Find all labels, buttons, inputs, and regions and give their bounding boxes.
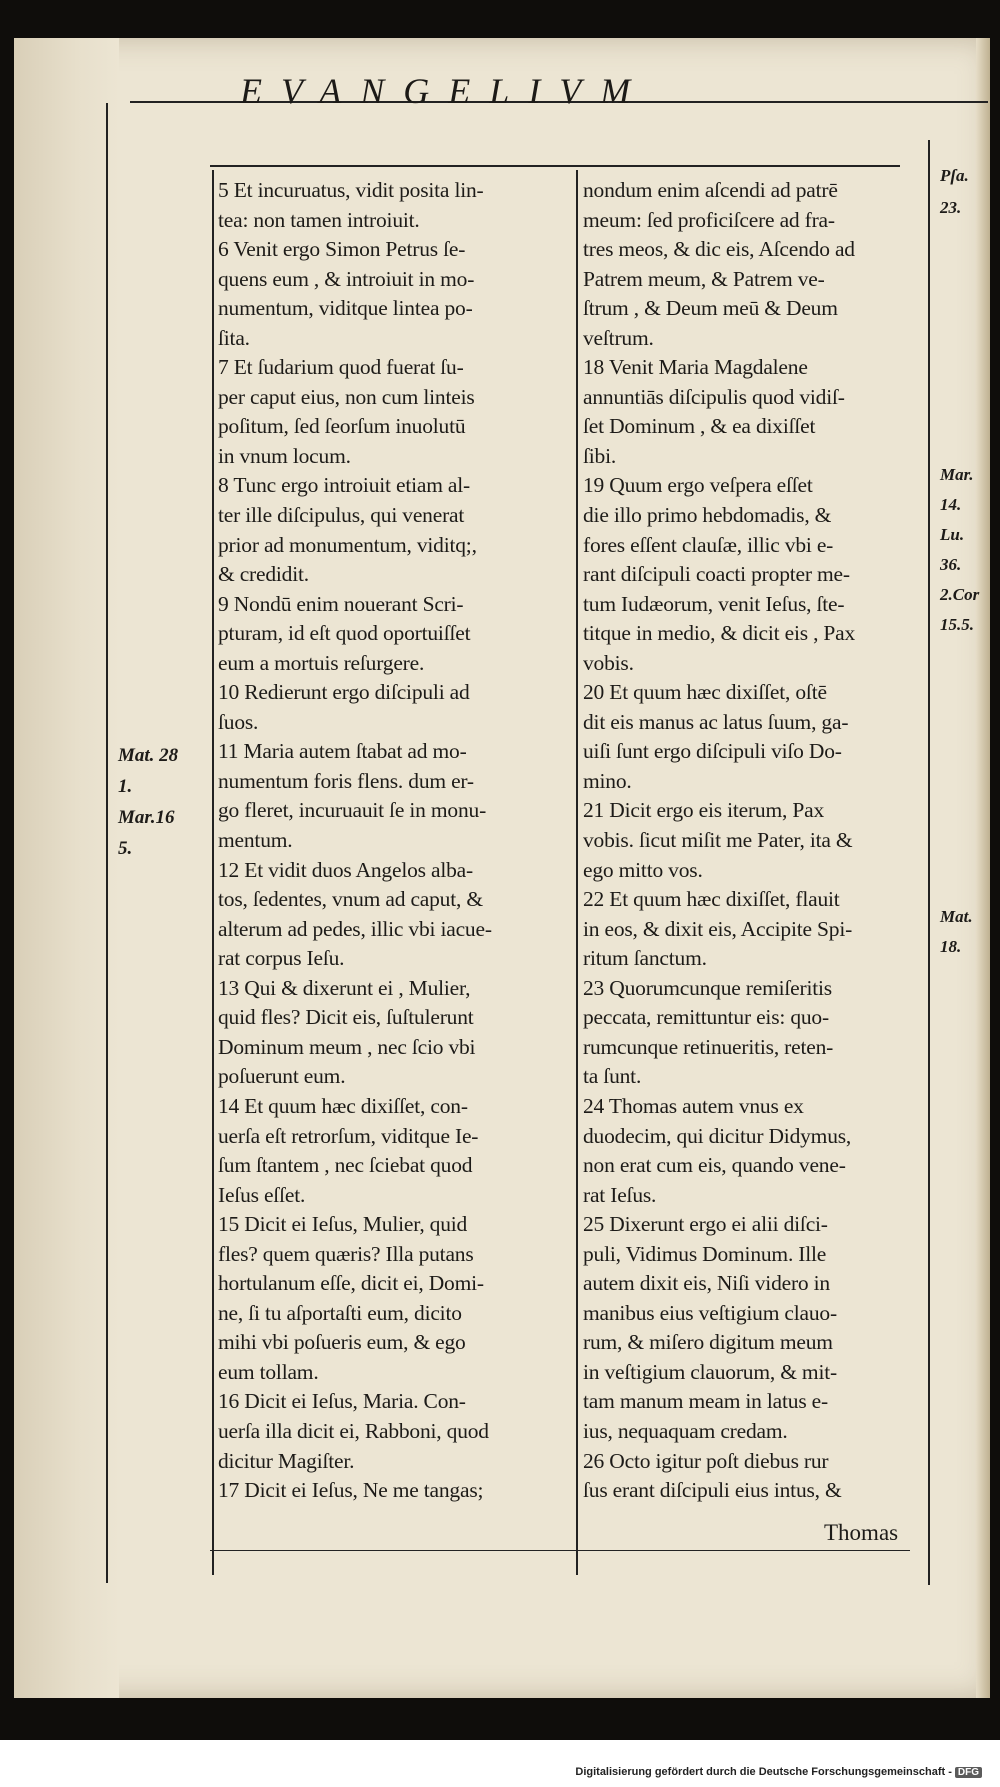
left-text-column [218,176,578,1506]
text-line: annuntiās diſcipulis quod vidiſ- [583,384,845,409]
text-line: 11 Maria autem ſtabat ad mo- [218,739,467,764]
text-line: mihi vbi poſueris eum, & ego [218,1330,466,1355]
text-line: veſtrum. [583,325,654,350]
text-line: ſus erant diſcipuli eius intus, & [583,1478,842,1503]
text-line: duodecim, qui dicitur Didymus, [583,1123,852,1148]
text-line: eum tollam. [218,1359,319,1384]
text-line: pturam, id eſt quod oportuiſſet [218,621,471,646]
right-margin-note-mat [940,902,973,962]
text-line: Ieſus eſſet. [218,1182,306,1207]
text-line: meum: ſed proficiſcere ad fra- [583,207,835,232]
text-line: numentum, viditque lintea po- [218,296,473,321]
text-line: 6 Venit ergo Simon Petrus ſe- [218,237,466,262]
text-line: 12 Et vidit duos Angelos alba- [218,857,473,882]
text-line: & credidit. [218,562,309,587]
text-line: 21 Dicit ergo eis iterum, Pax [583,798,825,823]
text-line: 5 Et incuruatus, vidit posita lin- [218,178,484,202]
text-line: 26 Octo igitur poſt diebus rur [583,1448,829,1473]
text-line: ſibi. [583,443,617,468]
text-line: quens eum , & introiuit in mo- [218,266,475,291]
text-line: ſuos. [218,709,259,734]
text-line: poſuerunt eum. [218,1064,346,1089]
margin-note-line: 1. [118,776,133,797]
text-line: 20 Et quum hæc dixiſſet, oſtē [583,680,827,705]
text-line: 8 Tunc ergo introiuit etiam al- [218,473,470,498]
margin-note-line: Mat. [940,907,973,926]
footer-strip [0,1740,1000,1787]
margin-note-line: Mar.16 [118,807,175,828]
text-line: ſet Dominum , & ea dixiſſet [583,414,816,439]
margin-note-line: 36. [940,555,962,574]
text-line: eum a mortuis reſurgere. [218,650,425,675]
text-line: ſita. [218,325,250,350]
right-margin-note-psalm [940,160,969,224]
text-line: ſum ſtantem , nec ſciebat quod [218,1153,473,1178]
margin-note-line: Lu. [940,525,965,544]
text-line: in eos, & dixit eis, Accipite Spi- [583,916,853,941]
text-line: tres meos, & dic eis, Aſcendo ad [583,237,855,262]
text-line: hortulanum eſſe, dicit ei, Domi- [218,1271,484,1296]
text-line: non erat cum eis, quando vene- [583,1153,846,1178]
text-line: rum, & miſero digitum meum [583,1330,833,1355]
text-line: ne, ſi tu aſportaſti eum, dicito [218,1300,462,1325]
text-line: Dominum meum , nec ſcio vbi [218,1034,476,1059]
text-line: in vnum locum. [218,443,351,468]
text-line: 16 Dicit ei Ieſus, Maria. Con- [218,1389,466,1414]
text-line: ius, nequaquam credam. [583,1418,788,1443]
left-column-rule [212,170,214,1575]
text-line: Patrem meum, & Patrem ve- [583,266,825,291]
text-line: ritum ſanctum. [583,946,707,971]
text-line: tea: non tamen introiuit. [218,207,420,232]
text-line: dicitur Magiſter. [218,1448,355,1473]
text-line: autem dixit eis, Niſi videro in [583,1271,830,1296]
margin-note-line: 18. [940,937,962,956]
header-underline-rule [210,165,900,167]
digitization-credit [575,1766,982,1778]
text-line: go fleret, incuruauit ſe in monu- [218,798,487,823]
text-line: uerſa eſt retrorſum, viditque Ie- [218,1123,479,1148]
text-line: fles? quem quæris? Illa putans [218,1241,474,1266]
text-line: 9 Nondū enim nouerant Scri- [218,591,464,616]
text-line: quid fles? Dicit eis, ſuſtulerunt [218,1005,474,1030]
text-line: mentum. [218,828,293,853]
text-line: nondum enim aſcendi ad patrē [583,178,838,202]
catchword: Thomas [824,1520,899,1545]
margin-note-line: 15.5. [940,615,974,634]
text-line: rumcunque retinueritis, reten- [583,1034,834,1059]
running-title: EVANGELIVM [240,71,650,111]
margin-note-line: Mat. 28 [118,745,179,766]
text-line: uiſi ſunt ergo diſcipuli viſo Do- [583,739,842,764]
text-line: titque in medio, & dicit eis , Pax [583,621,856,646]
text-line: vobis. [583,650,634,675]
text-line: 17 Dicit ei Ieſus, Ne me tangas; [218,1478,484,1503]
text-line: die illo primo hebdomadis, & [583,503,832,528]
right-margin-note-mar [940,460,979,640]
bottom-rule [210,1550,910,1551]
text-line: numentum foris flens. dum er- [218,768,474,793]
margin-note-line: Pſa. [940,166,969,185]
text-line: in veſtigium clauorum, & mit- [583,1359,837,1384]
text-line: 24 Thomas autem vnus ex [583,1093,804,1118]
text-line: prior ad monumentum, viditq;, [218,532,477,557]
text-line: fores eſſent clauſæ, illic vbi e- [583,532,834,557]
text-line: ter ille diſcipulus, qui venerat [218,503,465,528]
margin-note-line: 5. [118,838,133,859]
text-line: 19 Quum ergo veſpera eſſet [583,473,813,498]
text-line: tum Iudæorum, venit Ieſus, ſte- [583,591,845,616]
text-line: tam manum meam in latus e- [583,1389,828,1414]
margin-note-line: 2.Cor [940,585,980,604]
margin-note-line: 14. [940,495,962,514]
text-line: puli, Vidimus Dominum. Ille [583,1241,827,1266]
dfg-logo: DFG [955,1767,982,1778]
text-line: alterum ad pedes, illic vbi iacue- [218,916,492,941]
text-line: rant diſcipuli coacti propter me- [583,562,850,587]
text-line: mino. [583,768,632,793]
text-line: 14 Et quum hæc dixiſſet, con- [218,1093,468,1118]
page-fore-edge [976,38,990,1698]
text-line: 13 Qui & dixerunt ei , Mulier, [218,975,471,1000]
text-line: uerſa illa dicit ei, Rabboni, quod [218,1418,489,1443]
text-line: ſtrum , & Deum meū & Deum [583,296,838,321]
margin-note-line: 23. [940,198,962,217]
text-line: rat Ieſus. [583,1182,657,1207]
text-line: 10 Redierunt ergo diſcipuli ad [218,680,470,705]
text-line: dit eis manus ac latus ſuum, ga- [583,709,849,734]
right-text-column [583,176,926,1506]
text-line: per caput eius, non cum linteis [218,384,475,409]
left-margin-note [118,740,178,864]
text-line: poſitum, ſed ſeorſum inuolutū [218,414,466,439]
text-line: ta ſunt. [583,1064,642,1089]
text-line: ego mitto vos. [583,857,703,882]
page-gutter [14,38,119,1698]
text-line: 22 Et quum hæc dixiſſet, flauit [583,887,840,912]
text-line: 23 Quorumcunque remiſeritis [583,975,832,1000]
text-line: 7 Et ſudarium quod fuerat ſu- [218,355,464,380]
right-frame-rule [928,140,930,1585]
text-line: 25 Dixerunt ergo ei alii diſci- [583,1212,828,1237]
text-line: manibus eius veſtigium clauo- [583,1300,837,1325]
text-line: peccata, remittuntur eis: quo- [583,1005,829,1030]
text-line: vobis. ſicut miſit me Pater, ita & [583,828,853,853]
text-line: 18 Venit Maria Magdalene [583,355,808,380]
text-line: tos, ſedentes, vnum ad caput, & [218,887,483,912]
text-line: rat corpus Ieſu. [218,946,345,971]
credit-text: Digitalisierung gefördert durch die Deutsche Forschungsgemeinschaft - [575,1766,952,1778]
text-line: 15 Dicit ei Ieſus, Mulier, quid [218,1212,468,1237]
left-frame-rule [106,103,108,1583]
margin-note-line: Mar. [940,465,974,484]
